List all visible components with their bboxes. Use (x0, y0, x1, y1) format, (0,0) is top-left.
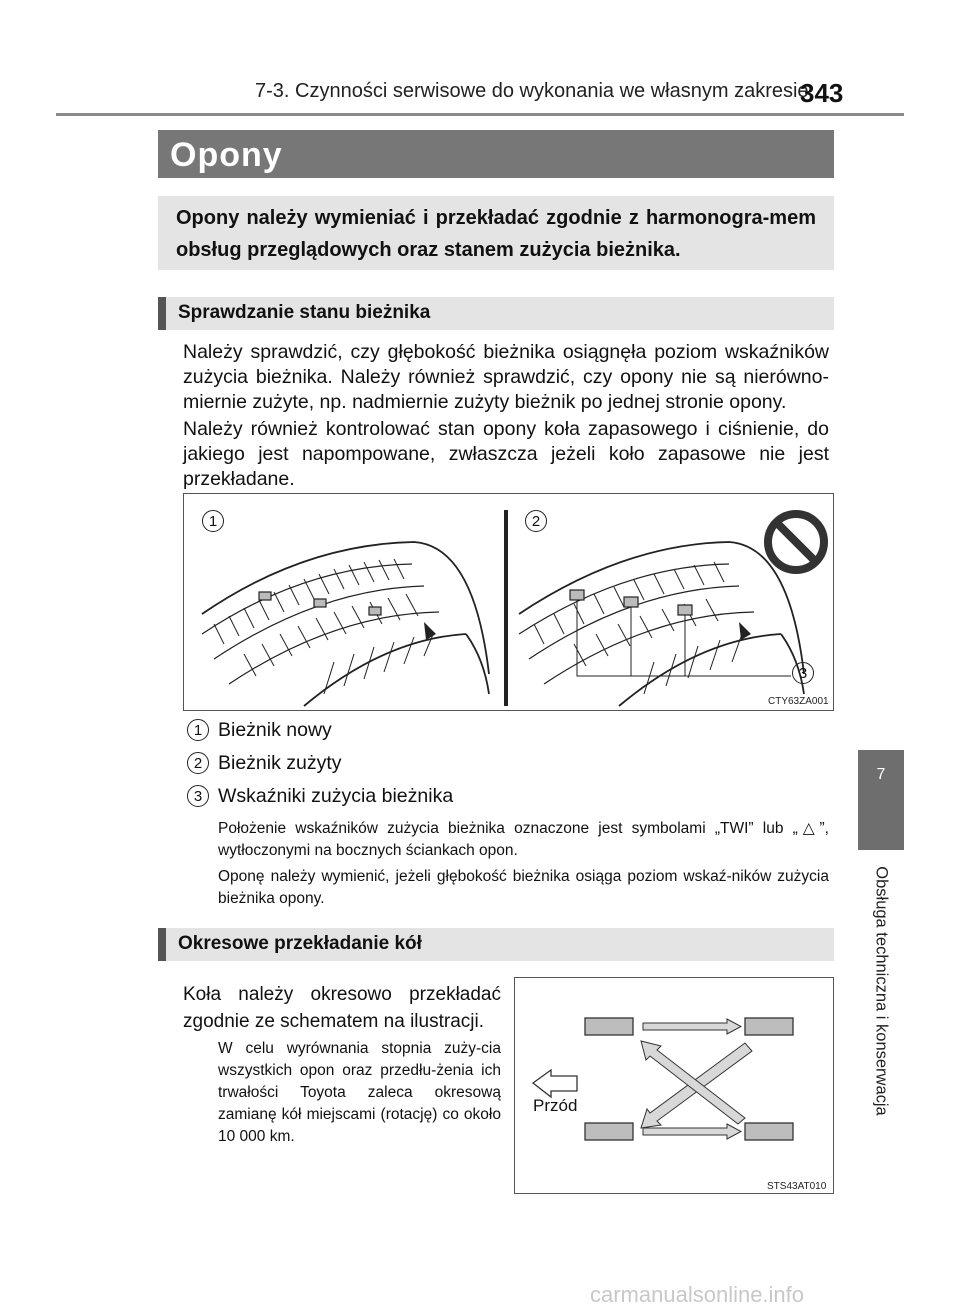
tire-tread-illustration (184, 494, 833, 710)
page-title: Opony (170, 136, 283, 174)
chapter-tab (858, 750, 904, 850)
legend-num-3: 3 (187, 785, 209, 807)
legend-num-2: 2 (187, 752, 209, 774)
rotation-note: W celu wyrównania stopnia zuży-cia wszystkich opon oraz przedłu-żenia ich trwałości Toyota zaleca okresową zamianę kół miejscami (rotację) co około 10 000 km. (218, 1040, 501, 1145)
rotation-paragraph: Koła należy okresowo przekładać zgodnie ze schematem na ilustracji. (183, 984, 501, 1032)
chapter-title-vertical (858, 836, 904, 1146)
section-heading-tread-label: Sprawdzanie stanu bieżnika (178, 302, 431, 323)
legend-label-3: Wskaźniki zużycia bieżnika (218, 785, 454, 807)
page-title-bar (158, 130, 834, 178)
rotation-figure (514, 977, 834, 1194)
legend-label-2: Bieżnik zużyty (218, 752, 342, 774)
callout-3: 3 (792, 662, 814, 684)
section-heading-rotation-label: Okresowe przekładanie kół (178, 933, 422, 954)
tread-paragraph-1: Należy sprawdzić, czy głębokość bieżnika osiągnęła poziom wskaźników zużycia bieżnika. Należy również sprawdzić, czy opony nie są nierówno-miernie zużyte, np. nadmiernie zużyty bieżnik po jednej stronie opony. (183, 341, 829, 413)
replace-note: Oponę należy wymienić, jeżeli głębokość bieżnika osiąga poziom wskaź-ników zużycia bieżnika opony. (218, 868, 829, 907)
figure-code: CTY63ZA001 (768, 696, 829, 707)
callout-1: 1 (202, 510, 224, 532)
intro-box (158, 196, 834, 270)
legend-label-1: Bieżnik nowy (218, 719, 332, 741)
section-heading-rotation (158, 928, 834, 961)
chapter-title: Obsługa techniczna i konserwacja (872, 866, 891, 1116)
callout-2: 2 (525, 510, 547, 532)
watermark: carmanualsonline.info (590, 1282, 805, 1307)
tread-figure (183, 493, 834, 711)
section-heading-tread (158, 297, 834, 330)
page-number: 343 (800, 78, 844, 108)
rotation-figure-code: STS43AT010 (767, 1181, 827, 1192)
tread-paragraph-2: Należy również kontrolować stan opony koła zapasowego i ciśnienie, do jakiego jest napompowane, zwłaszcza jeżeli koło zapasowe nie jest przekładane. (183, 418, 829, 490)
chapter-number: 7 (876, 766, 886, 783)
wheel-rotation-diagram (515, 978, 833, 1193)
twi-note: Położenie wskaźników zużycia bieżnika oznaczone jest symbolami „TWI” lub „△”, wytłoczonymi na bocznych ściankach opon. (218, 820, 829, 859)
front-arrow-icon (533, 1070, 577, 1097)
running-header: 7-3. Czynności serwisowe do wykonania we własnym zakresie (255, 80, 809, 102)
intro-text: Opony należy wymieniać i przekładać zgodnie z harmonogra-mem obsług przeglądowych oraz stanem zużycia bieżnika. (176, 207, 816, 261)
prohibited-icon (768, 514, 824, 570)
front-label: Przód (533, 1096, 578, 1115)
legend-num-1: 1 (187, 719, 209, 741)
header-rule (56, 113, 904, 116)
